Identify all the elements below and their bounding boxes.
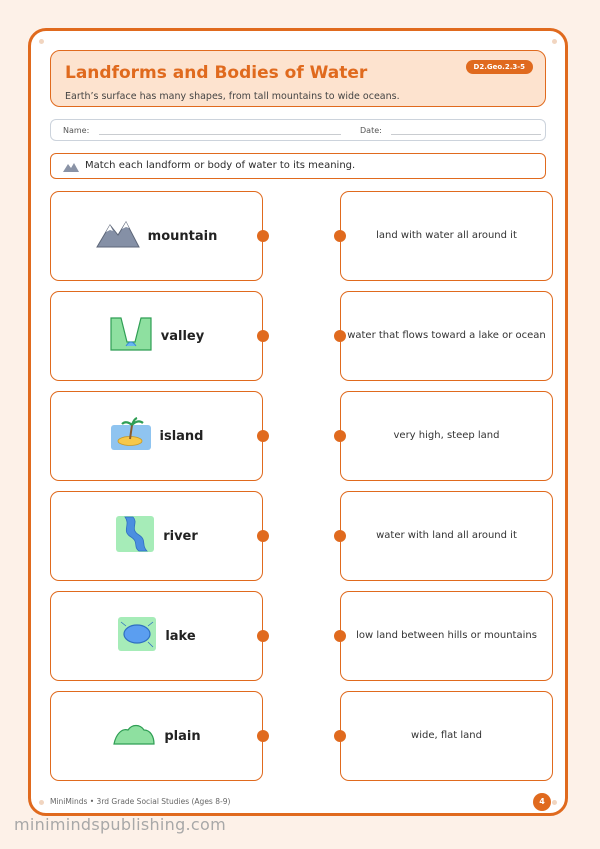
worksheet-header <box>50 50 546 107</box>
page-title: Landforms and Bodies of Water <box>65 63 368 83</box>
term-word: valley <box>160 328 205 344</box>
match-dot-right[interactable] <box>334 630 346 642</box>
match-dot-right[interactable] <box>334 530 346 542</box>
term-word: lake <box>165 628 196 644</box>
lake-icon <box>117 616 157 656</box>
term-card-valley <box>50 291 263 381</box>
instruction-text: Match each landform or body of water to its meaning. <box>85 160 356 171</box>
term-word: plain <box>164 728 201 744</box>
match-dot-left[interactable] <box>257 530 269 542</box>
publisher-watermark: minimindspublishing.com <box>14 815 227 834</box>
meaning-text: wide, flat land <box>411 730 482 741</box>
name-field[interactable] <box>99 134 341 135</box>
match-dot-left[interactable] <box>257 430 269 442</box>
meaning-card <box>340 591 553 681</box>
date-label: Date: <box>360 126 382 135</box>
meaning-text: land with water all around it <box>376 230 517 241</box>
match-dot-right[interactable] <box>334 730 346 742</box>
plain-icon <box>112 722 156 750</box>
term-card-lake <box>50 591 263 681</box>
meaning-text: very high, steep land <box>393 430 500 441</box>
instruction-box <box>50 153 546 179</box>
term-card-island <box>50 391 263 481</box>
term-word: river <box>163 528 198 544</box>
date-field[interactable] <box>391 134 541 135</box>
meaning-card <box>340 491 553 581</box>
match-dot-left[interactable] <box>257 630 269 642</box>
meaning-card <box>340 391 553 481</box>
meaning-text: low land between hills or mountains <box>356 630 537 641</box>
match-dot-left[interactable] <box>257 330 269 342</box>
standard-code-badge: D2.Geo.2.3-5 <box>466 60 533 74</box>
footer-publisher: MiniMinds • 3rd Grade Social Studies (Ages 8-9) <box>50 797 231 806</box>
meaning-text: water that flows toward a lake or ocean <box>347 330 546 341</box>
match-dot-left[interactable] <box>257 230 269 242</box>
name-label: Name: <box>63 126 90 135</box>
corner-dot <box>552 39 557 44</box>
corner-dot <box>39 39 44 44</box>
page-number-badge: 4 <box>533 793 551 811</box>
term-card-river <box>50 491 263 581</box>
meaning-card <box>340 291 553 381</box>
corner-dot <box>552 800 557 805</box>
corner-dot <box>39 800 44 805</box>
match-dot-left[interactable] <box>257 730 269 742</box>
island-icon <box>110 417 152 455</box>
term-word: mountain <box>147 228 218 244</box>
term-card-plain <box>50 691 263 781</box>
page-subtitle: Earth’s surface has many shapes, from tall mountains to wide oceans. <box>65 91 400 102</box>
term-word: island <box>159 428 204 444</box>
name-date-bar <box>50 119 546 141</box>
meaning-text: water with land all around it <box>376 530 517 541</box>
match-dot-right[interactable] <box>334 230 346 242</box>
mountain-icon <box>96 219 140 253</box>
mountain-icon <box>63 162 79 175</box>
worksheet-page <box>28 28 568 816</box>
valley-icon <box>109 316 153 356</box>
match-dot-right[interactable] <box>334 330 346 342</box>
meaning-card <box>340 191 553 281</box>
term-card-mountain <box>50 191 263 281</box>
river-icon <box>115 515 155 557</box>
meaning-card <box>340 691 553 781</box>
match-dot-right[interactable] <box>334 430 346 442</box>
